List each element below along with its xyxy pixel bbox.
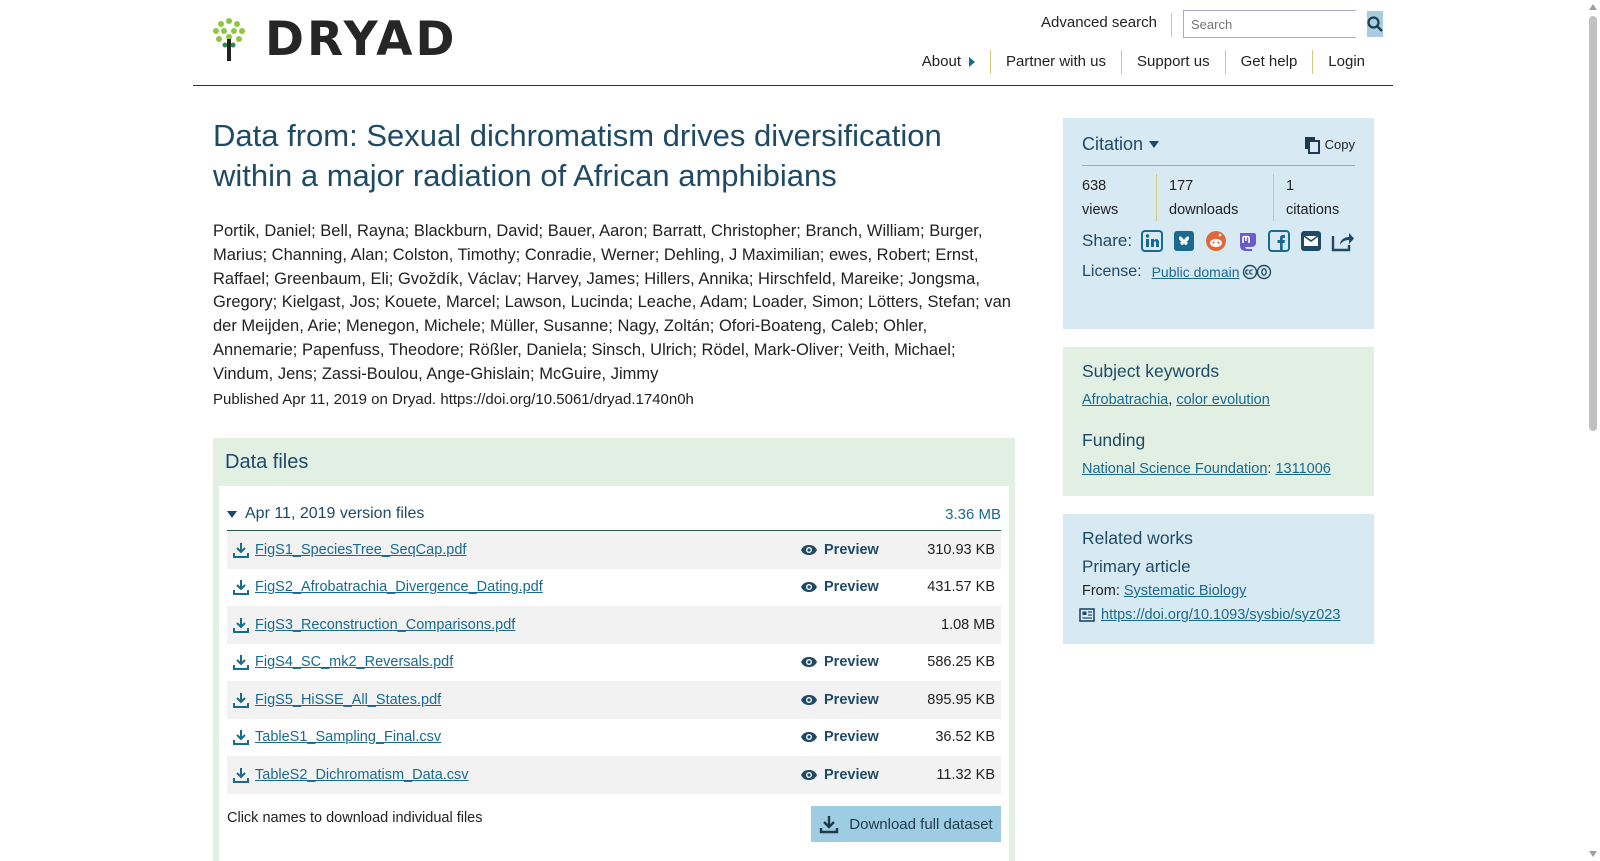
search-icon — [1367, 16, 1383, 32]
download-hint: Click names to download individual files — [227, 810, 483, 826]
share-icon[interactable] — [1331, 229, 1355, 253]
copy-citation-button[interactable] — [1304, 136, 1355, 154]
keyword-list — [1082, 392, 1355, 408]
file-preview-button[interactable] — [800, 579, 895, 595]
citation-toggle[interactable] — [1082, 134, 1161, 155]
search-button[interactable] — [1367, 11, 1383, 37]
downloads-label: downloads — [1169, 202, 1239, 218]
scroll-thumb[interactable] — [1589, 16, 1597, 431]
file-size: 431.57 KB — [927, 579, 995, 596]
primary-article-title: Primary article — [1082, 557, 1191, 576]
preview-label: Preview — [824, 691, 879, 708]
file-name[interactable]: TableS2_Dichromatism_Data.csv — [255, 766, 469, 783]
dryad-logo[interactable] — [211, 11, 458, 67]
funding-separator: : — [1267, 461, 1276, 477]
funding-section — [1082, 430, 1355, 477]
file-name[interactable]: TableS1_Sampling_Final.csv — [255, 729, 442, 746]
file-download-link[interactable] — [233, 579, 800, 595]
nav-login[interactable] — [1312, 50, 1365, 74]
file-preview-button[interactable] — [800, 654, 895, 670]
eye-icon — [800, 544, 818, 556]
file-download-link[interactable] — [233, 654, 800, 670]
preview-label: Preview — [824, 654, 879, 671]
preview-label: Preview — [824, 579, 879, 596]
related-works-title: Related works — [1082, 528, 1193, 548]
page-title: Data from: Sexual dichromatism drives diversification within a major radiation of African amphibians — [213, 118, 942, 193]
bluesky-icon[interactable] — [1172, 229, 1196, 253]
eye-icon — [800, 731, 818, 743]
nav-about-label: About — [921, 53, 961, 70]
citation-header — [1082, 134, 1355, 166]
download-full-dataset-label: Download full dataset — [849, 815, 993, 833]
funding-line — [1082, 461, 1355, 477]
version-toggle[interactable] — [227, 486, 1001, 531]
search-form — [1183, 10, 1356, 38]
citation-title: Citation — [1082, 134, 1144, 154]
eye-icon — [800, 581, 818, 593]
version-label-text: Apr 11, 2019 version files — [245, 505, 425, 522]
share-row — [1082, 229, 1355, 253]
download-full-dataset-button[interactable] — [811, 806, 1001, 842]
download-icon — [233, 767, 249, 783]
version-label — [227, 505, 424, 523]
nav-login-label: Login — [1328, 53, 1365, 70]
keyword-link[interactable]: Afrobatrachia — [1082, 392, 1169, 408]
views-count: 638 — [1082, 178, 1107, 194]
caret-down-icon — [1149, 141, 1159, 148]
file-size: 586.25 KB — [927, 654, 995, 671]
file-row — [227, 756, 1001, 794]
file-row — [227, 531, 1001, 569]
downloads-metric — [1156, 174, 1273, 221]
author-list: Portik, Daniel; Bell, Rayna; Blackburn, David; Bauer, Aaron; Barratt, Christopher; Branch, William; Burger, Marius; Channing, Alan; Colston, Timothy; Conradie, Werner; Dehling, J Maximilian; ewes, Robert; Ernst, Raffael; Greenbaum, Eli; Gvoždík, Václav; Harvey, James; Hillers, Annika; Hirschfeld, Mareike; Jongsma, Gregory; Kielgast, Jos; Kouete, Marcel; Lawson, Lucinda; Leache, Adam; Loader, Simon; Lötters, Stefan; van der Meijden, Arie; Menegon, Michele; Müller, Susanne; Nagy, Zoltán; Ofori-Boateng, Caleb; Ohler, Annemarie; Papenfuss, Theodore; Rößler, Daniela; Sinsch, Ulrich; Rödel, Mark-Oliver; Veith, Michael; Vindum, Jens; Zassi-Boulou, Ange-Ghislain; McGuire, Jimmy — [213, 222, 1011, 383]
scroll-up-icon[interactable] — [1589, 4, 1597, 10]
article-doi-link[interactable]: https://doi.org/10.1093/sysbio/syz023 — [1101, 607, 1341, 623]
usage-metrics — [1082, 174, 1355, 221]
citation-box — [1063, 118, 1374, 329]
primary-article-source — [1082, 583, 1355, 599]
funding-title: Funding — [1082, 430, 1146, 450]
facebook-icon[interactable] — [1267, 229, 1291, 253]
reddit-icon[interactable] — [1204, 229, 1228, 253]
copy-icon — [1304, 136, 1320, 154]
share-label: Share: — [1082, 231, 1133, 250]
file-size: 1.08 MB — [941, 616, 995, 633]
keywords-title: Subject keywords — [1082, 361, 1220, 381]
views-metric — [1082, 174, 1156, 221]
logo-wordmark: DRYAD — [265, 11, 458, 67]
citations-label: citations — [1286, 202, 1340, 218]
download-icon — [233, 579, 249, 595]
preview-label: Preview — [824, 541, 879, 558]
file-size: 895.95 KB — [927, 691, 995, 708]
preview-label: Preview — [824, 729, 879, 746]
file-name[interactable]: FigS3_Reconstruction_Comparisons.pdf — [255, 616, 516, 633]
publication-info: Published Apr 11, 2019 on Dryad. https://doi.org/10.5061/dryad.1740n0h — [213, 390, 694, 408]
license-row — [1082, 263, 1355, 281]
file-row — [227, 569, 1001, 607]
license-link[interactable]: Public domain — [1151, 264, 1240, 280]
license-label: License: — [1082, 263, 1142, 280]
article-icon — [1079, 608, 1095, 622]
keywords-box — [1063, 347, 1374, 496]
dataset-main — [213, 116, 1015, 411]
award-link[interactable]: 1311006 — [1275, 461, 1331, 477]
scroll-down-icon[interactable] — [1589, 851, 1597, 857]
caret-down-icon — [227, 511, 237, 518]
nav-help-label: Get help — [1240, 53, 1298, 70]
file-name[interactable]: FigS5_HiSSE_All_States.pdf — [255, 691, 442, 708]
file-preview-button[interactable] — [800, 729, 895, 745]
file-row — [227, 644, 1001, 682]
download-icon — [819, 814, 839, 834]
caret-right-icon — [969, 57, 975, 67]
related-works-box — [1063, 514, 1374, 644]
page-scrollbar[interactable] — [1585, 0, 1600, 861]
files-footer — [227, 806, 1001, 842]
eye-icon — [800, 694, 818, 706]
file-download-link[interactable] — [233, 617, 800, 633]
search-input[interactable] — [1184, 11, 1367, 37]
file-preview-button[interactable] — [800, 692, 895, 708]
mastodon-icon[interactable] — [1236, 229, 1260, 253]
file-preview-button[interactable] — [800, 542, 895, 558]
nav-support-label: Support us — [1137, 53, 1210, 70]
email-icon[interactable] — [1299, 229, 1323, 253]
main-nav — [907, 50, 1365, 74]
download-icon — [233, 617, 249, 633]
file-name[interactable]: FigS2_Afrobatrachia_Divergence_Dating.pdf — [255, 579, 543, 596]
preview-label: Preview — [824, 766, 879, 783]
citations-count: 1 — [1286, 178, 1295, 194]
file-preview-button[interactable] — [800, 767, 895, 783]
funder-link[interactable]: National Science Foundation — [1082, 461, 1268, 477]
eye-icon — [800, 656, 818, 668]
file-row — [227, 719, 1001, 757]
file-download-link[interactable] — [233, 692, 800, 708]
eye-icon — [800, 769, 818, 781]
file-name[interactable]: FigS1_SpeciesTree_SeqCap.pdf — [255, 541, 467, 558]
file-list — [227, 531, 1001, 794]
file-row — [227, 606, 1001, 644]
file-download-link[interactable] — [233, 729, 800, 745]
data-files-panel — [213, 438, 1015, 861]
views-label: views — [1082, 202, 1119, 218]
file-size: 36.52 KB — [935, 729, 995, 746]
nav-partner[interactable] — [990, 50, 1121, 74]
data-files-body — [219, 486, 1009, 861]
file-row — [227, 681, 1001, 719]
file-size: 310.93 KB — [927, 541, 995, 558]
keyword-separator: , — [1168, 392, 1177, 408]
advanced-search-link[interactable]: Advanced search — [1041, 13, 1172, 37]
linkedin-icon[interactable] — [1140, 229, 1164, 253]
nav-support[interactable] — [1121, 50, 1225, 74]
data-files-heading: Data files — [225, 450, 309, 473]
download-icon — [233, 692, 249, 708]
nav-about[interactable] — [907, 50, 990, 74]
file-download-link[interactable] — [233, 767, 800, 783]
nav-partner-label: Partner with us — [1005, 53, 1107, 70]
version-size: 3.36 MB — [945, 505, 1001, 523]
site-header — [193, 0, 1393, 86]
journal-link[interactable]: Systematic Biology — [1123, 583, 1247, 599]
tree-logo-icon — [211, 17, 247, 61]
file-size: 11.32 KB — [936, 766, 995, 783]
downloads-count: 177 — [1169, 178, 1194, 194]
citations-metric — [1273, 174, 1349, 221]
article-doi-row — [1079, 607, 1355, 623]
keyword-link[interactable]: color evolution — [1176, 392, 1270, 408]
copy-label: Copy — [1324, 137, 1355, 152]
download-icon — [233, 729, 249, 745]
file-download-link[interactable] — [233, 542, 800, 558]
public-domain-icon — [1242, 264, 1274, 280]
from-label: From: — [1082, 583, 1120, 599]
nav-help[interactable] — [1225, 50, 1313, 74]
download-icon — [233, 654, 249, 670]
download-icon — [233, 542, 249, 558]
file-name[interactable]: FigS4_SC_mk2_Reversals.pdf — [255, 654, 454, 671]
